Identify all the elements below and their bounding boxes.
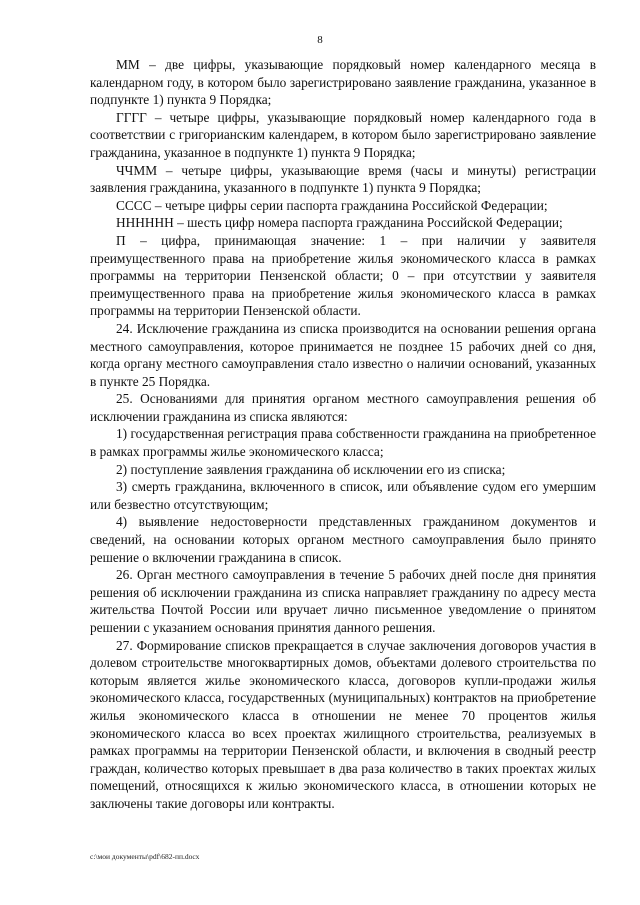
paragraph-25: 25. Основаниями для принятия органом местного самоуправления решения об исключении гражданина из списка являются: xyxy=(90,391,596,424)
paragraph-nnnnnn: НННННН – шесть цифр номера паспорта гражданина Российской Федерации; xyxy=(116,215,563,231)
paragraph-25-4: 4) выявление недостоверности представленных гражданином документов и сведений, на основании которых органом местного самоуправления было принято решение о включении гражданина в список. xyxy=(90,514,596,565)
paragraph-mm: ММ – две цифры, указывающие порядковый номер календарного месяца в календарном году, в котором было зарегистрировано заявление гражданина, указанное в подпункте 1) пункта 9 Порядка; xyxy=(90,57,596,108)
paragraph-25-1: 1) государственная регистрация права собственности гражданина на приобретенное в рамках программы жилье экономического класса; xyxy=(90,426,596,460)
paragraph-ssss: СССС – четыре цифры серии паспорта гражданина Российской Федерации; xyxy=(116,197,548,213)
paragraph-p: П – цифра, принимающая значение: 1 – при наличии у заявителя преимущественного права на приобретение жилья экономического класса в рамках программы на территории Пензенской области; 0 – при отсутствии у заявителя преимущественного права на приобретение жилья экономического класса в рамках программы на территории Пензенской области. xyxy=(90,232,596,319)
paragraph-27: 27. Формирование списков прекращается в случае заключения договоров участия в долевом строительстве многоквартирных домов, объектами долевого строительства по которым является жилье экономического класса, договоров купли-продажи жилья экономического класса, государственных (муниципальных) контрактов на приобретение жилья экономического класса в отношении не менее 70 процентов жилья экономического класса во всех проектах жилищного строительства, реализуемых в рамках программы на территории Пензенской области, и включения в сводный реестр граждан, количество которых превышает в два раза количество в таких проектах жилых помещений, относящихся к жилью экономического класса, в отношении которых не заключены такие договоры или контракты. xyxy=(90,637,596,811)
paragraph-25-3: 3) смерть гражданина, включенного в список, или объявление судом его умершим или безвестно отсутствующим; xyxy=(90,479,596,512)
page-number: 8 xyxy=(317,34,323,46)
paragraph-chchmm: ЧЧММ – четыре цифры, указывающие время (часы и минуты) регистрации заявления гражданина, указанного в подпункте 1) пункта 9 Порядка; xyxy=(90,162,596,196)
paragraph-26: 26. Орган местного самоуправления в течение 5 рабочих дней после дня принятия решения об исключении гражданина из списка направляет гражданину по адресу места жительства Почтой России или вручает лично письменное уведомление о принятом решении с указанием основания принятия данного решения. xyxy=(90,567,596,635)
paragraph-24: 24. Исключение гражданина из списка производится на основании решения органа местного самоуправления, которое принимается не позднее 15 рабочих дней со дня, когда органу местного самоуправления стало известно о наличии оснований, указанных в пункте 25 Порядка. xyxy=(90,320,596,389)
document-body xyxy=(90,56,596,813)
paragraph-25-2: 2) поступление заявления гражданина об исключении его из списка; xyxy=(116,461,506,477)
paragraph-gggg: ГГГГ – четыре цифры, указывающие порядковый номер календарного года в соответствии с григорианским календарем, в котором было зарегистрировано заявление гражданина, указанное в подпункте 1) пункта 9 Порядка; xyxy=(90,109,596,160)
file-path-footer: c:\мои документы\pdf\682-пп.docx xyxy=(90,852,200,861)
